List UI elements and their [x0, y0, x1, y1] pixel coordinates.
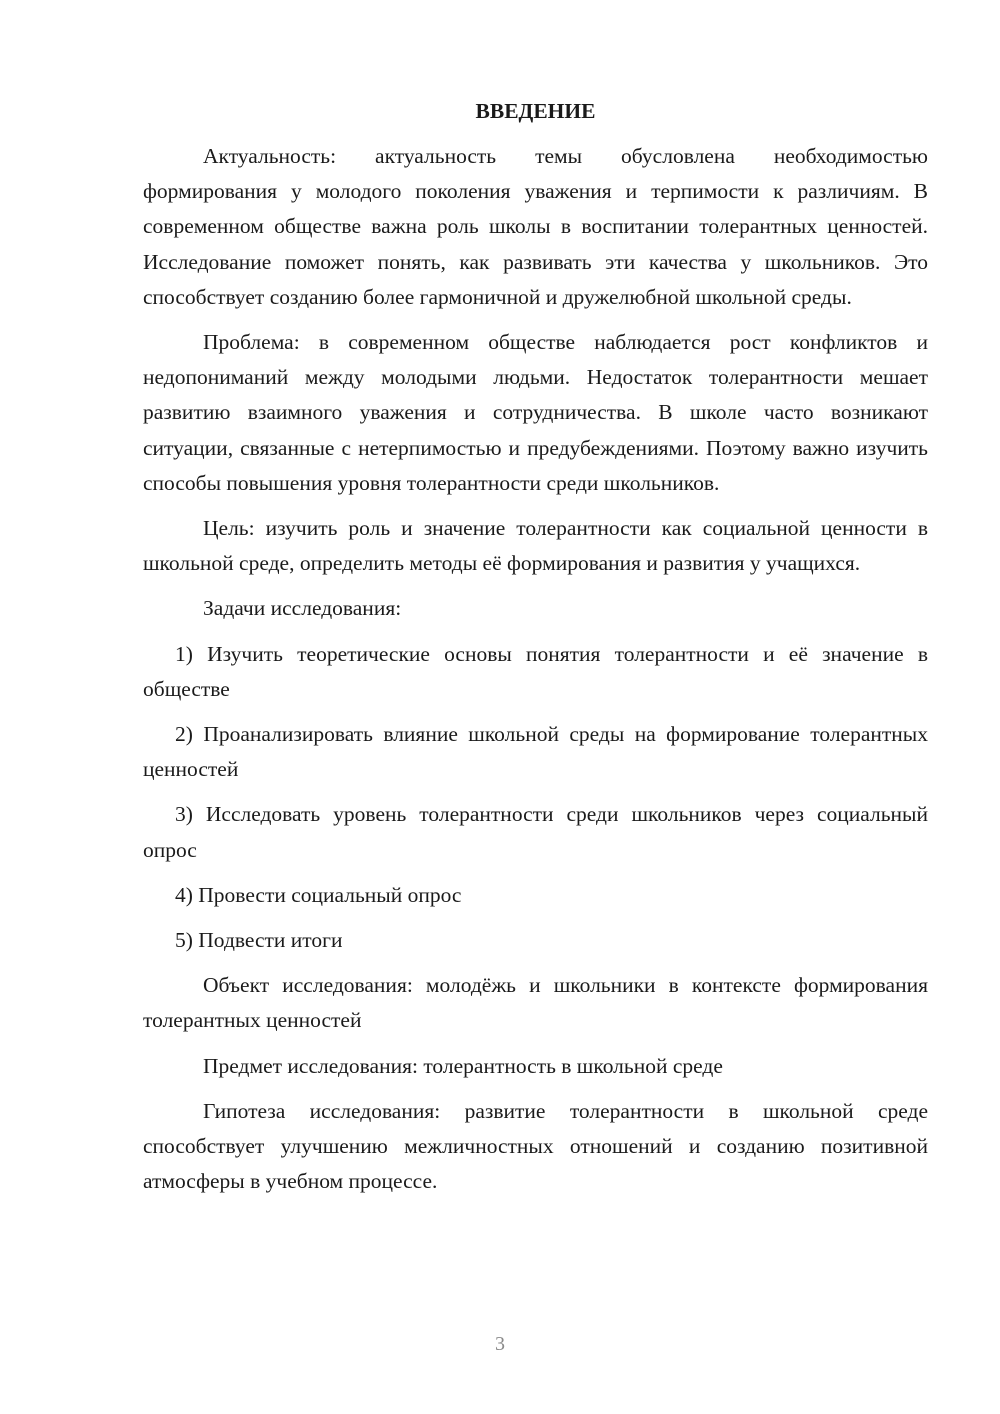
task-item-5: 5) Подвести итоги: [175, 928, 343, 953]
task-item-4: 4) Провести социальный опрос: [175, 882, 462, 907]
hypothesis-paragraph: Гипотеза исследования: развитие толерантности в школьной среде способствует улучшению межличностных отношений и созданию позитивной атмосферы в учебном процессе.: [143, 1098, 928, 1194]
object-paragraph: Объект исследования: молодёжь и школьники в контексте формирования толерантных ценностей: [143, 973, 928, 1033]
task-item-1: 1) Изучить теоретические основы понятия толерантности и её значение в обществе: [143, 641, 928, 701]
task-item-2: 2) Проанализировать влияние школьной среды на формирование толерантных ценностей: [143, 722, 928, 782]
section-title: ВВЕДЕНИЕ: [475, 99, 596, 123]
document-page: [143, 94, 928, 1209]
goal-paragraph: Цель: изучить роль и значение толерантности как социальной ценности в школьной среде, определить методы её формирования и развития у учащихся.: [143, 516, 928, 576]
problem-paragraph: Проблема: в современном обществе наблюдается рост конфликтов и недопониманий между молодыми людьми. Недостаток толерантности мешает развитию взаимного уважения и сотрудничества. В школе часто возникают ситуации, связанные с нетерпимостью и предубеждениями. Поэтому важно изучить способы повышения уровня толерантности среди школьников.: [143, 330, 928, 495]
subject-paragraph: Предмет исследования: толерантность в школьной среде: [203, 1053, 723, 1078]
tasks-heading: Задачи исследования:: [203, 596, 402, 621]
relevance-paragraph: Актуальность: актуальность темы обусловлена необходимостью формирования у молодого поколения уважения и терпимости к различиям. В современном обществе важна роль школы в воспитании толерантных ценностей. Исследование поможет понять, как развивать эти качества у школьников. Это способствует созданию более гармоничной и дружелюбной школьной среды.: [143, 144, 928, 309]
page-number: 3: [495, 1333, 505, 1355]
task-item-3: 3) Исследовать уровень толерантности среди школьников через социальный опрос: [143, 802, 928, 862]
